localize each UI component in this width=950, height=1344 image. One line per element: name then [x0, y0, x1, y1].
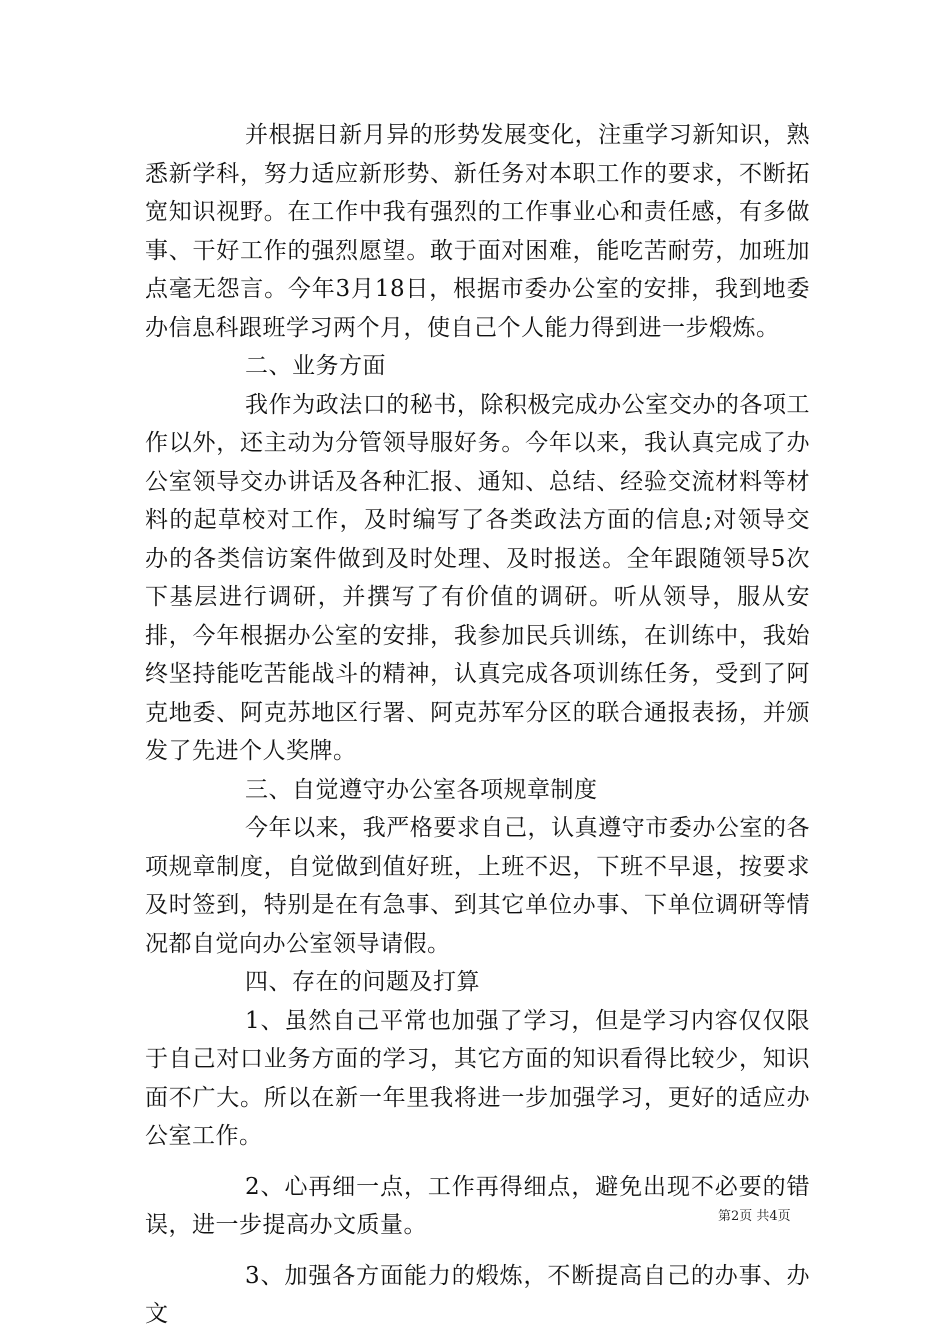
section-heading-rules: 三、自觉遵守办公室各项规章制度	[245, 776, 598, 803]
document-body	[145, 116, 810, 1334]
paragraph-problem-2: 2、心再细一点，工作再得细点，避免出现不必要的错误，进一步提高办文质量。	[145, 1173, 810, 1238]
paragraph-intro: 并根据日新月异的形势发展变化，注重学习新知识，熟悉新学科，努力适应新形势、新任务对本职工作的要求，不断拓宽知识视野。在工作中我有强烈的工作事业心和责任感，有多做事、干好工作的强烈愿望。敢于面对困难，能吃苦耐劳，加班加点毫无怨言。今年3月18日，根据市委办公室的安排，我到地委办信息科跟班学习两个月，使自己个人能力得到进一步煅炼。	[145, 122, 810, 341]
section-heading-business: 二、业务方面	[245, 353, 386, 379]
paragraph-rules: 今年以来，我严格要求自己，认真遵守市委办公室的各项规章制度，自觉做到值好班，上班不迟，下班不早退，按要求及时签到，特别是在有急事、到其它单位办事、下单位调研等情况都自觉向办公室领导请假。	[145, 815, 810, 957]
paragraph-problem-1: 1、虽然自己平常也加强了学习，但是学习内容仅仅限于自己对口业务方面的学习，其它方面的知识看得比较少，知识面不广大。所以在新一年里我将进一步加强学习，更好的适应办公室工作。	[145, 1007, 810, 1149]
page-number-footer: 第2页 共4页	[718, 1209, 791, 1224]
section-heading-problems: 四、存在的问题及打算	[245, 969, 480, 995]
paragraph-business: 我作为政法口的秘书，除积极完成办公室交办的各项工作以外，还主动为分管领导服好务。今年以来，我认真完成了办公室领导交办讲话及各种汇报、通知、总结、经验交流材料等材料的起草校对工作，及时编写了各类政法方面的信息;对领导交办的各类信访案件做到及时处理、及时报送。全年跟随领导5次下基层进行调研，并撰写了有价值的调研。听从领导，服从安排，今年根据办公室的安排，我参加民兵训练，在训练中，我始终坚持能吃苦能战斗的精神，认真完成各项训练任务，受到了阿克地委、阿克苏地区行署、阿克苏军分区的联合通报表扬，并颁发了先进个人奖牌。	[145, 391, 810, 764]
paragraph-problem-3: 3、加强各方面能力的煅炼，不断提高自己的办事、办文	[145, 1262, 810, 1327]
